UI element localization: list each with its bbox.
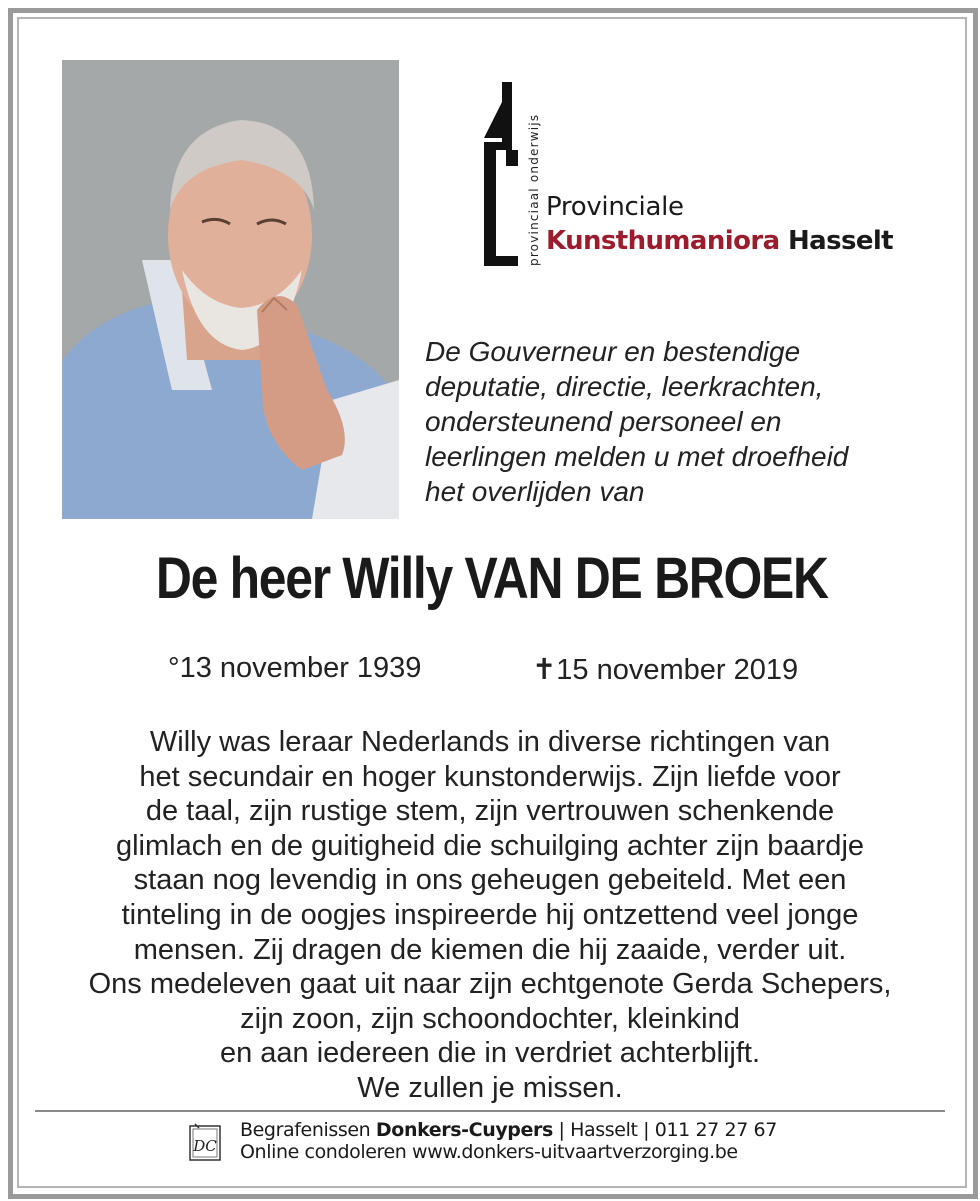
tribute-line: staan nog levendig in ons geheugen gebeiteld. Met een bbox=[133, 864, 847, 897]
tribute-text bbox=[0, 725, 980, 1106]
logo-hasselt: Hasselt bbox=[787, 226, 894, 256]
tribute-line: zijn zoon, zijn schoondochter, kleinkind bbox=[240, 1002, 740, 1035]
funeral-home-logo-icon bbox=[189, 1122, 221, 1162]
footer-divider bbox=[35, 1110, 945, 1112]
intro-line: deputatie, directie, leerkrachten, bbox=[425, 371, 824, 402]
funeral-icon-letters: DC bbox=[193, 1137, 217, 1155]
logo-kunsthumaniora: Kunsthumaniora bbox=[546, 226, 780, 256]
death-date: ✝15 november 2019 bbox=[532, 654, 799, 686]
tribute-line: tinteling in de oogjes inspireerde hij ontzettend veel jonge bbox=[121, 898, 859, 931]
footer-line1 bbox=[240, 1119, 777, 1141]
tribute-line: We zullen je missen. bbox=[357, 1071, 623, 1104]
tribute-line: glimlach en de guitigheid die schuilging achter zijn baardje bbox=[115, 829, 865, 862]
logo-title-line2 bbox=[546, 226, 893, 256]
tribute-line: de taal, zijn rustige stem, zijn vertrouwen schenkende bbox=[145, 795, 835, 828]
footer-prefix: Begrafenissen bbox=[240, 1119, 376, 1141]
intro-text bbox=[425, 334, 945, 509]
intro-line: ondersteunend personeel en bbox=[425, 406, 782, 437]
footer-company: Donkers-Cuypers bbox=[375, 1119, 553, 1141]
intro-line: het overlijden van bbox=[425, 476, 645, 507]
footer-website: Online condoleren www.donkers-uitvaartverzorging.be bbox=[240, 1141, 738, 1163]
intro-line: De Gouverneur en bestendige bbox=[425, 336, 801, 367]
footer-contact: | Hasselt | 011 27 27 67 bbox=[552, 1119, 777, 1141]
tribute-line: en aan iedereen die in verdriet achterblijft. bbox=[219, 1037, 761, 1070]
tribute-line: mensen. Zij dragen de kiemen die hij zaaide, verder uit. bbox=[133, 933, 847, 966]
deceased-name: De heer Willy VAN DE BROEK bbox=[155, 546, 828, 611]
tribute-line: het secundair en hoger kunstonderwijs. Zijn liefde voor bbox=[139, 760, 841, 793]
logo-vertical-text: provinciaal onderwijs bbox=[527, 113, 541, 266]
portrait-photo bbox=[62, 60, 399, 519]
funeral-home-info bbox=[240, 1119, 777, 1163]
birth-date: °13 november 1939 bbox=[168, 652, 422, 684]
logo-title-line1: Provinciale bbox=[546, 192, 684, 222]
tribute-line: Ons medeleven gaat uit naar zijn echtgenote Gerda Schepers, bbox=[88, 968, 892, 1001]
tribute-line: Willy was leraar Nederlands in diverse richtingen van bbox=[149, 726, 831, 758]
intro-line: leerlingen melden u met droefheid bbox=[425, 441, 849, 472]
